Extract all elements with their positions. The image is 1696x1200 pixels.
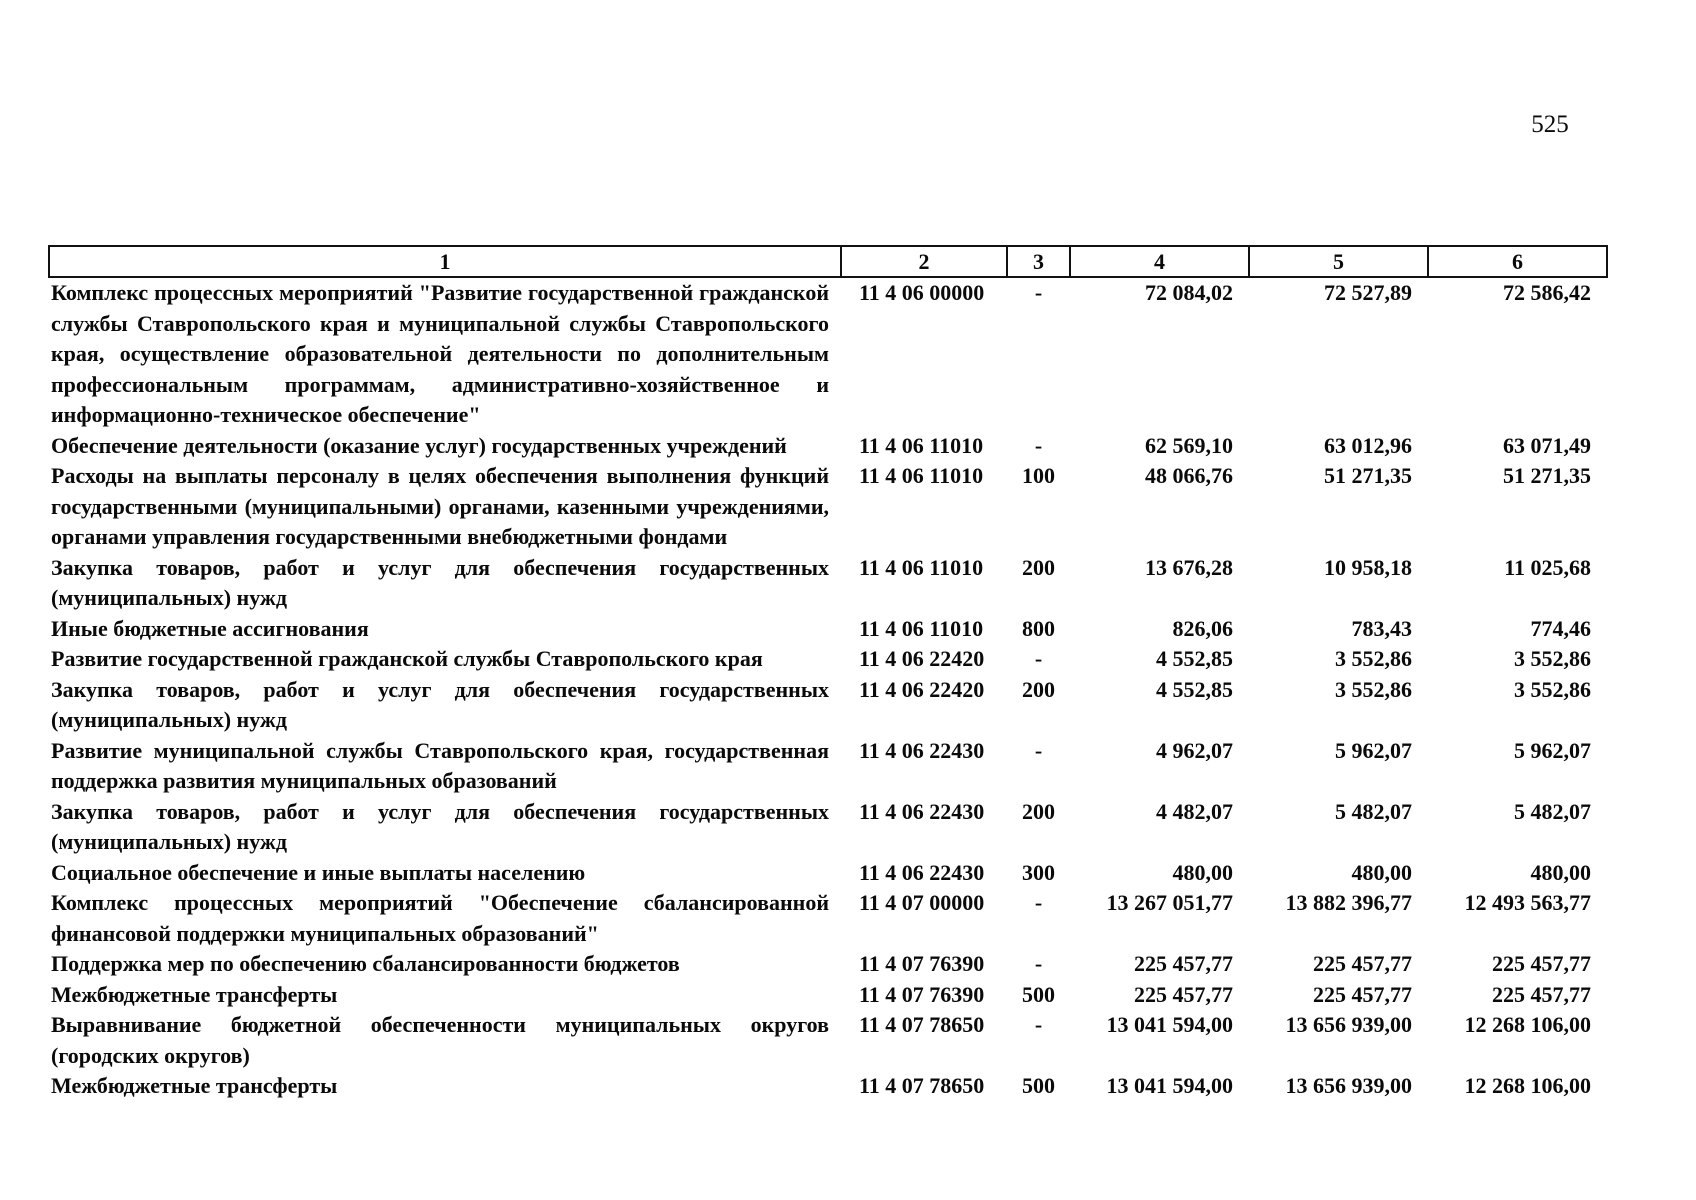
row-name-cell: Межбюджетные трансферты — [51, 1073, 338, 1098]
row-amount-col4-cell: 4 962,07 — [1156, 737, 1233, 763]
column-header-5: 5 — [1249, 246, 1428, 277]
row-amount-col5-cell: 13 882 396,77 — [1285, 890, 1412, 915]
row-expense-type-cell: - — [1034, 280, 1043, 305]
row-name-cell: Выравнивание бюджетной обеспеченности муниципальных округов (городских округов) — [51, 1012, 829, 1068]
row-name-cell: Иные бюджетные ассигнования — [51, 615, 369, 641]
row-amount-col5-cell: 13 656 939,00 — [1285, 1073, 1412, 1098]
row-name-cell: Межбюджетные трансферты — [51, 981, 338, 1007]
row-amount-col4-cell: 225 457,77 — [1134, 951, 1233, 976]
row-amount-col6-cell: 5 962,07 — [1514, 737, 1591, 763]
row-code-cell: 11 4 07 78650 — [859, 1012, 985, 1037]
row-amount-col6-cell: 12 268 106,00 — [1464, 1073, 1591, 1098]
table-row — [49, 461, 1607, 553]
row-expense-type-cell: - — [1034, 737, 1043, 763]
row-name-cell: Развитие муниципальной службы Ставропольского края, государственная поддержка развития муниципальных образований — [51, 737, 829, 793]
row-expense-type-cell: - — [1034, 951, 1043, 976]
row-amount-col5-cell: 5 482,07 — [1335, 798, 1412, 824]
row-amount-col5-cell: 225 457,77 — [1313, 951, 1412, 976]
row-expense-type-cell: 500 — [1022, 981, 1055, 1007]
row-amount-col4-cell: 4 482,07 — [1156, 798, 1233, 824]
row-amount-col5-cell: 10 958,18 — [1324, 554, 1412, 580]
row-amount-col4-cell: 225 457,77 — [1134, 981, 1233, 1007]
row-code-cell: 11 4 06 22420 — [859, 646, 985, 671]
row-code-cell: 11 4 07 76390 — [859, 951, 985, 976]
row-code-cell: 11 4 06 11010 — [859, 615, 984, 641]
row-expense-type-cell: 300 — [1022, 859, 1055, 885]
row-expense-type-cell: - — [1034, 432, 1043, 458]
row-expense-type-cell: 500 — [1022, 1073, 1055, 1098]
row-code-cell: 11 4 06 22430 — [859, 737, 985, 763]
column-header-4: 4 — [1070, 246, 1249, 277]
row-code-cell: 11 4 06 11010 — [859, 463, 984, 488]
row-amount-col6-cell: 5 482,07 — [1514, 798, 1591, 824]
row-amount-col5-cell: 51 271,35 — [1324, 463, 1412, 488]
row-amount-col6-cell: 225 457,77 — [1492, 951, 1591, 976]
row-amount-col6-cell: 3 552,86 — [1514, 676, 1591, 702]
row-code-cell: 11 4 07 78650 — [859, 1073, 985, 1098]
row-code-cell: 11 4 06 11010 — [859, 554, 984, 580]
row-code-cell: 11 4 06 22430 — [859, 859, 985, 885]
row-amount-col5-cell: 3 552,86 — [1335, 646, 1412, 671]
row-code-cell: 11 4 06 22430 — [859, 798, 985, 824]
header-row — [49, 246, 1607, 277]
table-row — [49, 797, 1607, 858]
row-expense-type-cell: 800 — [1022, 615, 1055, 641]
row-expense-type-cell: - — [1034, 890, 1043, 915]
row-amount-col4-cell: 826,06 — [1172, 615, 1233, 641]
row-expense-type-cell: - — [1034, 1012, 1043, 1037]
row-amount-col4-cell: 13 041 594,00 — [1106, 1012, 1233, 1037]
table-row — [49, 1071, 1607, 1102]
row-code-cell: 11 4 07 76390 — [859, 981, 985, 1007]
row-amount-col6-cell: 774,46 — [1530, 615, 1591, 641]
row-amount-col6-cell: 51 271,35 — [1503, 463, 1591, 488]
row-name-cell: Комплекс процессных мероприятий "Развитие государственной гражданской службы Ставропольского края и муниципальной службы Ставропольского края, осуществление образовательной деятельности по дополнительным профессиональным программам, административно-хозяйственное и информационно-техническое обеспечение" — [51, 280, 829, 427]
row-amount-col5-cell: 783,43 — [1351, 615, 1412, 641]
table-row — [49, 858, 1607, 889]
row-name-cell: Поддержка мер по обеспечению сбалансированности бюджетов — [51, 951, 680, 976]
row-name-cell: Закупка товаров, работ и услуг для обеспечения государственных (муниципальных) нужд — [51, 554, 829, 610]
table-row — [49, 888, 1607, 949]
table-body — [49, 277, 1607, 1102]
row-name-cell: Расходы на выплаты персоналу в целях обеспечения выполнения функций государственными (муниципальными) органами, казенными учреждениями, органами управления государственными внебюджетными фондами — [51, 463, 829, 549]
row-amount-col4-cell: 72 084,02 — [1145, 280, 1233, 305]
row-code-cell: 11 4 06 00000 — [859, 280, 985, 305]
row-amount-col5-cell: 3 552,86 — [1335, 676, 1412, 702]
budget-table — [48, 245, 1608, 1102]
row-name-cell: Обеспечение деятельности (оказание услуг) государственных учреждений — [51, 432, 787, 458]
table-row — [49, 614, 1607, 645]
table-row — [49, 644, 1607, 675]
row-code-cell: 11 4 06 11010 — [859, 432, 984, 458]
table-row — [49, 736, 1607, 797]
row-amount-col6-cell: 12 268 106,00 — [1464, 1012, 1591, 1037]
page-number: 525 — [1531, 111, 1569, 138]
row-amount-col5-cell: 63 012,96 — [1324, 432, 1412, 458]
row-amount-col5-cell: 225 457,77 — [1313, 981, 1412, 1007]
row-amount-col6-cell: 480,00 — [1530, 859, 1591, 885]
table-row — [49, 277, 1607, 431]
table-row — [49, 949, 1607, 980]
row-amount-col4-cell: 48 066,76 — [1145, 463, 1233, 488]
row-amount-col6-cell: 63 071,49 — [1503, 432, 1591, 458]
row-amount-col5-cell: 13 656 939,00 — [1285, 1012, 1412, 1037]
table-row — [49, 431, 1607, 462]
column-header-2: 2 — [841, 246, 1007, 277]
table-header — [49, 246, 1607, 277]
column-header-1: 1 — [49, 246, 841, 277]
row-amount-col5-cell: 5 962,07 — [1335, 737, 1412, 763]
column-header-3: 3 — [1007, 246, 1070, 277]
row-amount-col4-cell: 4 552,85 — [1156, 676, 1233, 702]
row-name-cell: Социальное обеспечение и иные выплаты населению — [51, 859, 586, 885]
row-amount-col6-cell: 3 552,86 — [1514, 646, 1591, 671]
row-expense-type-cell: - — [1034, 646, 1043, 671]
row-expense-type-cell: 200 — [1022, 676, 1055, 702]
row-amount-col6-cell: 72 586,42 — [1503, 280, 1591, 305]
row-amount-col4-cell: 4 552,85 — [1156, 646, 1233, 671]
row-amount-col6-cell: 225 457,77 — [1492, 981, 1591, 1007]
table-row — [49, 1010, 1607, 1071]
table-row — [49, 553, 1607, 614]
row-amount-col4-cell: 13 267 051,77 — [1106, 890, 1233, 915]
row-name-cell: Закупка товаров, работ и услуг для обеспечения государственных (муниципальных) нужд — [51, 676, 829, 732]
row-amount-col5-cell: 480,00 — [1351, 859, 1412, 885]
row-name-cell: Закупка товаров, работ и услуг для обеспечения государственных (муниципальных) нужд — [51, 798, 829, 854]
row-amount-col5-cell: 72 527,89 — [1324, 280, 1412, 305]
row-amount-col6-cell: 11 025,68 — [1504, 554, 1591, 580]
row-amount-col4-cell: 13 041 594,00 — [1106, 1073, 1233, 1098]
row-code-cell: 11 4 06 22420 — [859, 676, 985, 702]
row-expense-type-cell: 100 — [1022, 463, 1055, 488]
table-row — [49, 675, 1607, 736]
row-amount-col4-cell: 62 569,10 — [1145, 432, 1233, 458]
row-name-cell: Комплекс процессных мероприятий "Обеспечение сбалансированной финансовой поддержки муниципальных образований" — [51, 890, 829, 946]
row-expense-type-cell: 200 — [1022, 554, 1055, 580]
column-header-6: 6 — [1428, 246, 1607, 277]
row-expense-type-cell: 200 — [1022, 798, 1055, 824]
row-amount-col6-cell: 12 493 563,77 — [1464, 890, 1591, 915]
row-amount-col4-cell: 13 676,28 — [1145, 554, 1233, 580]
row-name-cell: Развитие государственной гражданской службы Ставропольского края — [51, 646, 763, 671]
row-code-cell: 11 4 07 00000 — [859, 890, 985, 915]
table-row — [49, 980, 1607, 1011]
row-amount-col4-cell: 480,00 — [1172, 859, 1233, 885]
